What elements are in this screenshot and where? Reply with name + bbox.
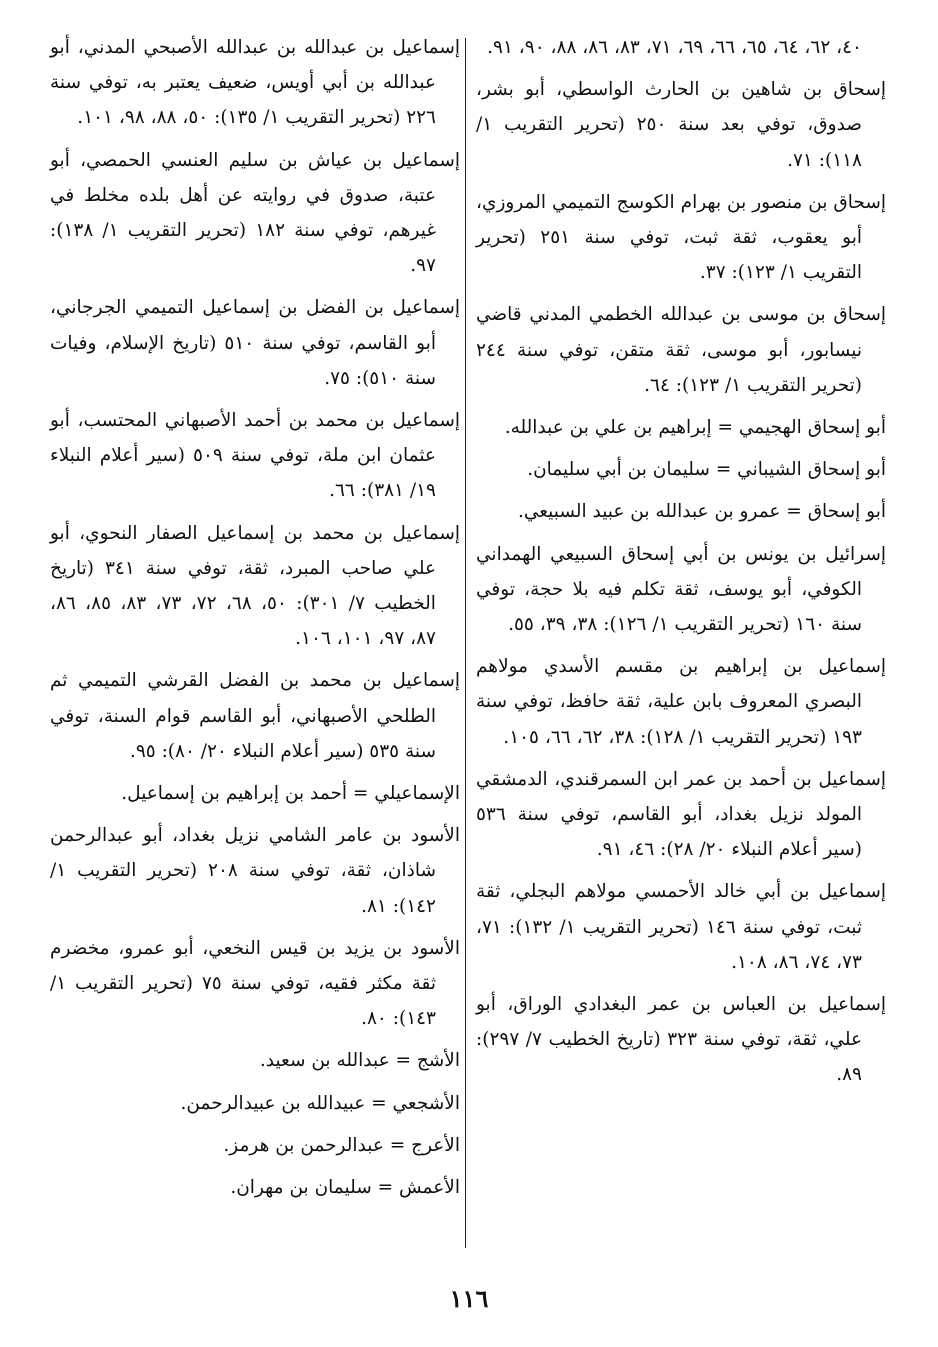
index-entry: إسحاق بن شاهين بن الحارث الواسطي، أبو بشر، صدوق، توفي بعد سنة ٢٥٠ (تحرير التقريب ١/ ١١٨): ٧١. [476,79,886,171]
index-entry: إسماعيل بن أحمد بن عمر ابن السمرقندي، الدمشقي المولد نزيل بغداد، أبو القاسم، توفي سنة ٥٣٦ (سير أعلام النبلاء ٢٠/ ٢٨): ٤٦، ٩١. [476,768,886,861]
index-entry: إسماعيل بن محمد بن أحمد الأصبهاني المحتسب، أبو عثمان ابن ملة، توفي سنة ٥٠٩ (سير أعلام النبلاء ١٩/ ٣٨١): ٦٦. [50,410,460,502]
index-entry: ٤٠، ٦٢، ٦٤، ٦٥، ٦٦، ٦٩، ٧١، ٨٣، ٨٦، ٨٨، ٩٠، ٩١. [487,37,862,58]
index-entry: إسماعيل بن العباس بن عمر البغدادي الوراق، أبو علي، ثقة، توفي سنة ٣٢٣ (تاريخ الخطيب ٧/ ٢٩٧): ٨٩. [476,994,886,1086]
index-entry: الأسود بن يزيد بن قيس النخعي، أبو عمرو، مخضرم ثقة مكثر فقيه، توفي سنة ٧٥ (تحرير التقريب ١/ ١٤٣): ٨٠. [50,937,460,1030]
index-entry: أبو إسحاق الهجيمي = إبراهيم بن علي بن عبدالله. [504,417,886,439]
index-entry: الأعمش = سليمان بن مهران. [230,1177,460,1199]
index-page [40,30,886,1260]
column-divider [465,38,466,1248]
index-entry: أبو إسحاق = عمرو بن عبدالله بن عبيد السبيعي. [517,501,886,523]
index-entry: الأشجعي = عبيدالله بن عبيدالرحمن. [180,1092,460,1114]
index-entry: الأشج = عبدالله بن سعيد. [259,1050,460,1072]
index-entry: الأسود بن عامر الشامي نزيل بغداد، أبو عبدالرحمن شاذان، ثقة، توفي سنة ٢٠٨ (تحرير التقريب ١/ ١٤٢): ٨١. [50,825,460,917]
right-column [476,30,886,1100]
page-number: ١١٦ [449,1284,489,1313]
index-entry: إسماعيل بن إبراهيم بن مقسم الأسدي مولاهم البصري المعروف بابن علية، ثقة حافظ، توفي سنة ١٩٣ (تحرير التقريب ١/ ١٢٨): ٣٨، ٦٢، ٦٦، ١٠٥. [476,656,886,748]
left-column [50,30,460,1212]
index-entry: إسماعيل بن الفضل بن إسماعيل التميمي الجرجاني، أبو القاسم، توفي سنة ٥١٠ (تاريخ الإسلام، وفيات سنة ٥١٠): ٧٥. [50,297,460,389]
index-entry: إسماعيل بن أبي خالد الأحمسي مولاهم البجلي، ثقة ثبت، توفي سنة ١٤٦ (تحرير التقريب ١/ ١٣٢): ٧١، ٧٣، ٧٤، ٨٦، ١٠٨. [476,881,886,973]
index-entry: أبو إسحاق الشيباني = سليمان بن أبي سليمان. [527,459,886,481]
index-entry: إسماعيل بن عياش بن سليم العنسي الحمصي، أبو عتبة، صدوق في روايته عن أهل بلده مخلط في غيرهم، توفي سنة ١٨٢ (تحرير التقريب ١/ ١٣٨): ٩٧. [50,149,460,277]
index-entry: إسماعيل بن محمد بن الفضل القرشي التميمي ثم الطلحي الأصبهاني، أبو القاسم قوام السنة، توفي سنة ٥٣٥ (سير أعلام النبلاء ٢٠/ ٨٠): ٩٥. [50,670,460,762]
index-entry: إسحاق بن منصور بن بهرام الكوسج التميمي المروزي، أبو يعقوب، ثقة ثبت، توفي سنة ٢٥١ (تحرير التقريب ١/ ١٢٣): ٣٧. [476,191,886,284]
index-entry: إسماعيل بن محمد بن إسماعيل الصفار النحوي، أبو علي صاحب المبرد، ثقة، توفي سنة ٣٤١ (تاريخ الخطيب ٧/ ٣٠١): ٥٠، ٦٨، ٧٢، ٧٣، ٨٣، ٨٥، ٨٦، ٨٧، ٩٧، ١٠١، ١٠٦. [50,522,460,650]
index-entry: إسماعيل بن عبدالله بن عبدالله الأصبحي المدني، أبو عبدالله بن أبي أويس، ضعيف يعتبر به، توفي سنة ٢٢٦ (تحرير التقريب ١/ ١٣٥): ٥٠، ٨٨، ٩٨، ١٠١. [50,37,460,129]
index-entry: إسرائيل بن يونس بن أبي إسحاق السبيعي الهمداني الكوفي، أبو يوسف، ثقة تكلم فيه بلا حجة، توفي سنة ١٦٠ (تحرير التقريب ١/ ١٢٦): ٣٨، ٣٩، ٥٥. [476,543,886,636]
index-entry: الإسماعيلي = أحمد بن إبراهيم بن إسماعيل. [121,783,460,805]
index-entry: إسحاق بن موسى بن عبدالله الخطمي المدني قاضي نيسابور، أبو موسى، ثقة متقن، توفي سنة ٢٤٤ (تحرير التقريب ١/ ١٢٣): ٦٤. [476,304,886,396]
index-entry: الأعرج = عبدالرحمن بن هرمز. [223,1134,460,1156]
